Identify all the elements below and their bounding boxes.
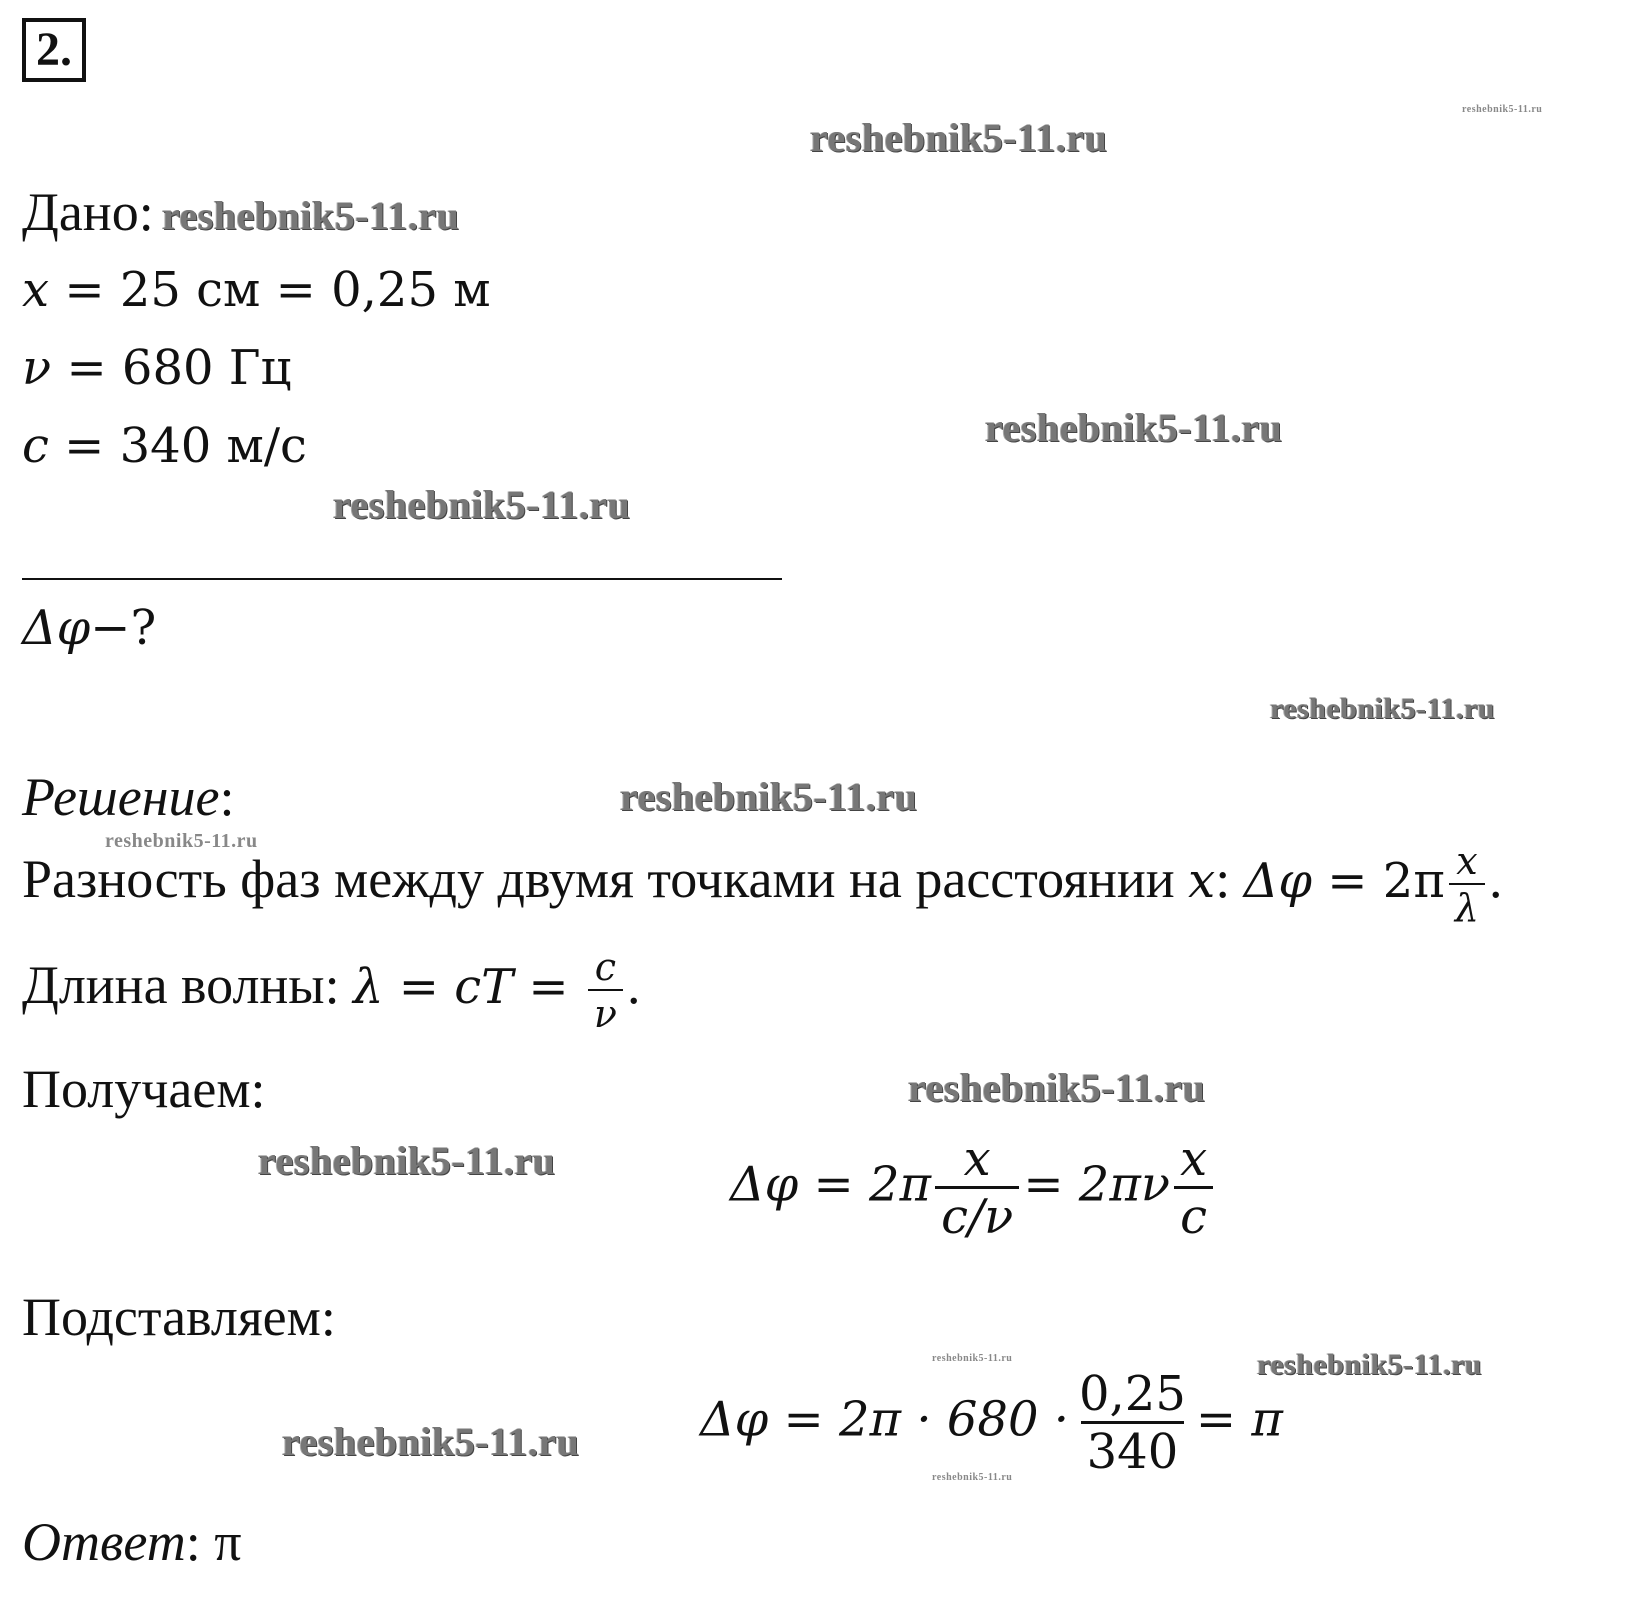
obtain-frac1-den: c/ν <box>935 1186 1019 1241</box>
given-value-c: = 340 м/с <box>64 418 307 474</box>
subst-lhs: Δφ = 2π · 680 · <box>700 1391 1069 1448</box>
obtain-lhs: Δφ = 2π <box>730 1156 932 1213</box>
find-question: −? <box>90 600 157 656</box>
wavelength-fraction <box>588 945 623 1036</box>
obtain-mid: = 2πν <box>1023 1156 1171 1213</box>
answer-colon: : <box>185 1512 215 1572</box>
given-var-nu: ν <box>22 340 52 396</box>
watermark: reshebnik5-11.ru <box>932 1472 1013 1483</box>
watermark: reshebnik5-11.ru <box>333 482 631 527</box>
subst-frac-den: 340 <box>1081 1421 1185 1476</box>
obtain-fraction-2 <box>1174 1131 1213 1245</box>
obtain-frac2-num: x <box>1180 1131 1208 1187</box>
watermark: reshebnik5-11.ru <box>985 405 1283 450</box>
problem-number: 2. <box>22 18 86 82</box>
given-line-distance <box>22 262 491 318</box>
obtain-fraction-1 <box>935 1131 1019 1245</box>
obtain-formula <box>730 1131 1217 1245</box>
find-line <box>22 600 156 656</box>
wavelength-frac-num: c <box>594 945 617 989</box>
substitute-text: Подставляем: <box>22 1287 336 1347</box>
wavelength-formula: λ = cT = <box>353 958 584 1015</box>
watermark: reshebnik5-11.ru <box>908 1065 1206 1110</box>
phase-frac-num: x <box>1456 839 1478 883</box>
given-value-x: = 25 см = 0,25 м <box>64 262 491 318</box>
watermark: reshebnik5-11.ru <box>810 115 1108 160</box>
watermark: reshebnik5-11.ru <box>1270 692 1495 725</box>
watermark: reshebnik5-11.ru <box>1257 1348 1482 1381</box>
answer-value: π <box>214 1512 242 1572</box>
watermark: reshebnik5-11.ru <box>258 1138 556 1183</box>
subst-frac-num: 0,25 <box>1079 1366 1186 1422</box>
watermark: reshebnik5-11.ru <box>282 1419 580 1464</box>
wavelength-end: . <box>627 954 641 1015</box>
wavelength-line <box>22 945 641 1036</box>
answer-line <box>22 1512 242 1572</box>
phase-colon: : <box>1215 848 1244 909</box>
watermark: reshebnik5-11.ru <box>932 1353 1013 1364</box>
given-heading: Дано: <box>22 182 154 242</box>
obtain-frac1-num: x <box>963 1131 991 1187</box>
given-var-c: c <box>22 418 49 474</box>
watermark: reshebnik5-11.ru <box>162 193 460 238</box>
given-var-x: x <box>22 262 50 318</box>
find-var: Δφ <box>22 600 91 656</box>
watermark: reshebnik5-11.ru <box>105 830 258 852</box>
phase-formula-eq: = 2π <box>1312 852 1445 909</box>
watermark: reshebnik5-11.ru <box>620 774 918 819</box>
solution-heading-colon: : <box>219 767 235 827</box>
phase-formula-lhs: Δφ <box>1243 852 1313 909</box>
answer-label: Ответ <box>22 1512 186 1572</box>
subst-fraction <box>1073 1366 1192 1480</box>
given-divider <box>22 578 782 580</box>
wavelength-text: Длина волны: <box>22 954 354 1015</box>
phase-var: x <box>1188 852 1216 909</box>
solution-heading-label: Решение <box>22 767 220 827</box>
subst-rhs: = π <box>1195 1391 1283 1448</box>
phase-end: . <box>1488 848 1503 909</box>
given-line-speed <box>22 418 307 474</box>
watermark: reshebnik5-11.ru <box>1462 104 1543 115</box>
phase-frac-den: λ <box>1449 883 1485 927</box>
obtain-frac2-den: c <box>1174 1186 1213 1241</box>
phase-fraction <box>1449 839 1485 930</box>
given-value-nu: = 680 Гц <box>66 340 292 396</box>
phase-text: Разность фаз между двумя точками на расстоянии <box>22 848 1189 909</box>
given-line-frequency <box>22 340 291 396</box>
wavelength-frac-den: ν <box>588 989 623 1033</box>
solution-heading <box>22 767 235 827</box>
obtain-text: Получаем: <box>22 1059 266 1119</box>
